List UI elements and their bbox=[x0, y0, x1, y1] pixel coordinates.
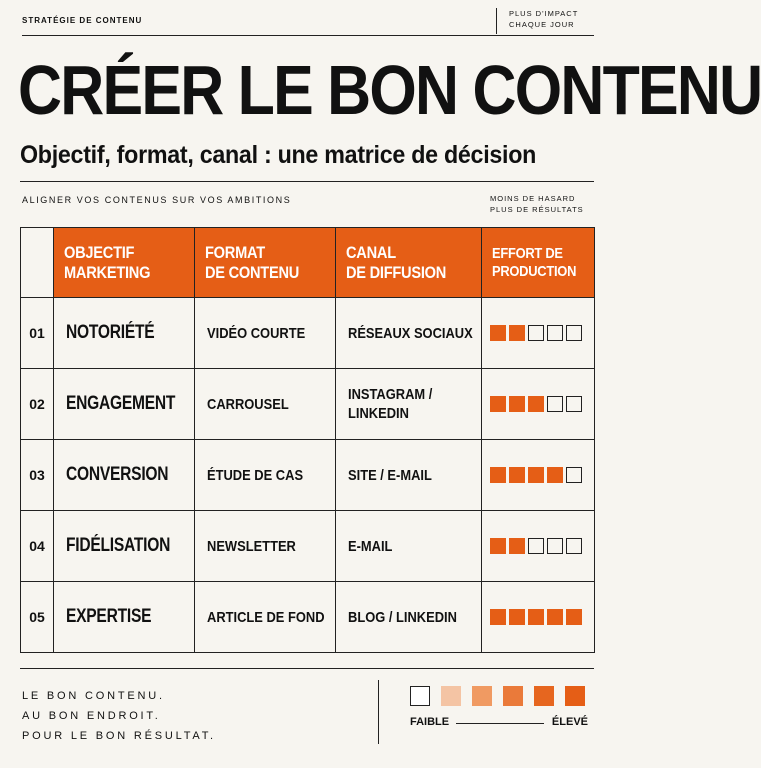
row-format: ÉTUDE DE CAS bbox=[195, 440, 336, 511]
effort-box-filled bbox=[566, 609, 582, 625]
effort-box-filled bbox=[509, 538, 525, 554]
row-objective: FIDÉLISATION bbox=[54, 511, 195, 582]
row-objective: NOTORIÉTÉ bbox=[54, 298, 195, 369]
row-number: 04 bbox=[21, 511, 54, 582]
scale-labels bbox=[410, 716, 588, 730]
table-row bbox=[21, 440, 595, 511]
motto bbox=[22, 686, 216, 746]
effort-box-empty bbox=[566, 396, 582, 412]
motto-line: POUR LE BON RÉSULTAT. bbox=[22, 730, 216, 742]
row-objective: ENGAGEMENT bbox=[54, 369, 195, 440]
effort-box-filled bbox=[509, 325, 525, 341]
kicker: STRATÉGIE DE CONTENU bbox=[22, 16, 143, 25]
effort-meter bbox=[490, 609, 594, 625]
effort-scale bbox=[410, 686, 585, 706]
effort-box-filled bbox=[490, 325, 506, 341]
vertical-divider bbox=[378, 680, 379, 744]
header-blank-cell bbox=[21, 228, 54, 298]
effort-box-empty bbox=[547, 396, 563, 412]
effort-box-empty bbox=[528, 325, 544, 341]
decision-matrix bbox=[20, 227, 595, 653]
row-number: 02 bbox=[21, 369, 54, 440]
table-row bbox=[21, 298, 595, 369]
header-objective: OBJECTIF MARKETING bbox=[54, 228, 195, 298]
tagline-line: CHAQUE JOUR bbox=[509, 20, 575, 29]
row-effort bbox=[482, 511, 595, 582]
row-effort bbox=[482, 298, 595, 369]
row-effort bbox=[482, 369, 595, 440]
row-format: ARTICLE DE FOND bbox=[195, 582, 336, 653]
effort-meter bbox=[490, 396, 594, 412]
effort-box-filled bbox=[490, 467, 506, 483]
effort-meter bbox=[490, 538, 594, 554]
divider bbox=[20, 181, 594, 182]
row-effort bbox=[482, 440, 595, 511]
effort-box-filled bbox=[509, 467, 525, 483]
effort-box-empty bbox=[566, 325, 582, 341]
scale-line bbox=[456, 723, 544, 724]
row-channel: SITE / E-MAIL bbox=[336, 440, 482, 511]
row-number: 01 bbox=[21, 298, 54, 369]
effort-box-filled bbox=[509, 609, 525, 625]
matrix-header-row bbox=[21, 228, 595, 298]
table-row bbox=[21, 369, 595, 440]
page-subtitle: Objectif, format, canal : une matrice de décision bbox=[20, 141, 537, 169]
row-channel: RÉSEAUX SOCIAUX bbox=[336, 298, 482, 369]
header-channel: CANAL DE DIFFUSION bbox=[336, 228, 482, 298]
effort-box-filled bbox=[528, 396, 544, 412]
effort-meter bbox=[490, 467, 594, 483]
scale-swatch bbox=[472, 686, 492, 706]
tagline-line: PLUS D'IMPACT bbox=[509, 9, 579, 18]
effort-box-filled bbox=[509, 396, 525, 412]
row-format: VIDÉO COURTE bbox=[195, 298, 336, 369]
effort-box-filled bbox=[490, 538, 506, 554]
motto-line: LE BON CONTENU. bbox=[22, 690, 165, 702]
divider bbox=[20, 668, 594, 669]
scale-swatch bbox=[534, 686, 554, 706]
effort-box-empty bbox=[528, 538, 544, 554]
effort-box-filled bbox=[490, 609, 506, 625]
effort-box-filled bbox=[547, 609, 563, 625]
scale-swatch bbox=[565, 686, 585, 706]
effort-meter bbox=[490, 325, 594, 341]
effort-box-filled bbox=[490, 396, 506, 412]
header-format: FORMAT DE CONTENU bbox=[195, 228, 336, 298]
side-note-line: MOINS DE HASARD bbox=[490, 194, 576, 203]
effort-box-filled bbox=[528, 609, 544, 625]
effort-box-empty bbox=[547, 538, 563, 554]
side-note-line: PLUS DE RÉSULTATS bbox=[490, 205, 584, 214]
page-title: CRÉER LE BON CONTENU bbox=[18, 51, 761, 129]
row-channel: E-MAIL bbox=[336, 511, 482, 582]
row-format: NEWSLETTER bbox=[195, 511, 336, 582]
effort-box-filled bbox=[528, 467, 544, 483]
scale-swatch bbox=[503, 686, 523, 706]
effort-box-empty bbox=[566, 467, 582, 483]
row-objective: EXPERTISE bbox=[54, 582, 195, 653]
effort-box-filled bbox=[547, 467, 563, 483]
row-number: 05 bbox=[21, 582, 54, 653]
table-row bbox=[21, 511, 595, 582]
row-format: CARROUSEL bbox=[195, 369, 336, 440]
row-number: 03 bbox=[21, 440, 54, 511]
scale-swatch bbox=[441, 686, 461, 706]
effort-box-empty bbox=[547, 325, 563, 341]
side-note bbox=[490, 193, 594, 215]
scale-high-label: ÉLEVÉ bbox=[551, 716, 588, 728]
motto-line: AU BON ENDROIT. bbox=[22, 710, 161, 722]
header-effort: EFFORT DE PRODUCTION bbox=[482, 228, 595, 298]
table-row bbox=[21, 582, 595, 653]
top-bar bbox=[22, 8, 594, 36]
effort-box-empty bbox=[566, 538, 582, 554]
row-channel: BLOG / LINKEDIN bbox=[336, 582, 482, 653]
scale-swatch bbox=[410, 686, 430, 706]
scale-low-label: FAIBLE bbox=[410, 716, 450, 728]
row-objective: CONVERSION bbox=[54, 440, 195, 511]
tagline bbox=[496, 8, 594, 34]
row-channel: INSTAGRAM / LINKEDIN bbox=[336, 369, 482, 440]
row-effort bbox=[482, 582, 595, 653]
intro-line: ALIGNER VOS CONTENUS SUR VOS AMBITIONS bbox=[22, 195, 292, 205]
